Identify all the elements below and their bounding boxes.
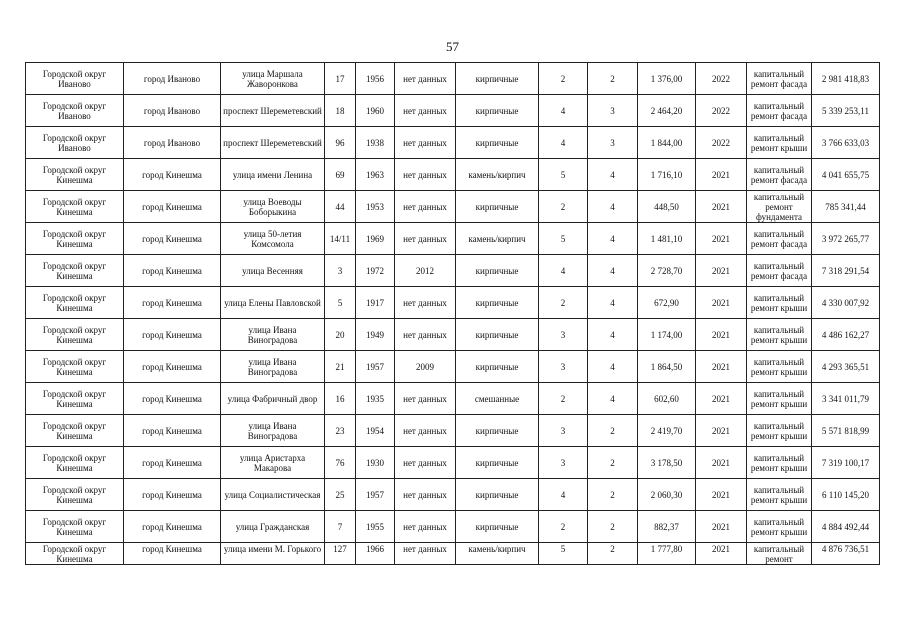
house-number-cell: 14/11 — [325, 223, 356, 255]
area-cell: 1 716,10 — [638, 159, 696, 191]
district-cell: Городской округ Кинешма — [26, 223, 124, 255]
wall-material-cell: кирпичные — [456, 95, 539, 127]
year-repair-cell: нет данных — [395, 383, 456, 415]
district-cell: Городской округ Иваново — [26, 127, 124, 159]
year-repair-cell: 2012 — [395, 255, 456, 287]
district-cell: Городской округ Кинешма — [26, 191, 124, 223]
city-cell: город Иваново — [124, 127, 221, 159]
wall-material-cell: кирпичные — [456, 255, 539, 287]
table-row — [26, 159, 880, 191]
wall-material-cell: кирпичные — [456, 447, 539, 479]
table-row — [26, 63, 880, 95]
street-cell: улица Гражданская — [221, 511, 325, 543]
house-number-cell: 16 — [325, 383, 356, 415]
entrances-cell: 2 — [588, 415, 638, 447]
year-built-cell: 1930 — [356, 447, 395, 479]
floors-cell: 3 — [539, 319, 588, 351]
floors-cell: 3 — [539, 351, 588, 383]
area-cell: 1 844,00 — [638, 127, 696, 159]
city-cell: город Кинешма — [124, 159, 221, 191]
area-cell: 2 060,30 — [638, 479, 696, 511]
cost-cell: 3 341 011,79 — [812, 383, 880, 415]
cost-cell: 3 972 265,77 — [812, 223, 880, 255]
house-number-cell: 17 — [325, 63, 356, 95]
year-built-cell: 1917 — [356, 287, 395, 319]
house-number-cell: 76 — [325, 447, 356, 479]
street-cell: проспект Шереметевский — [221, 95, 325, 127]
work-type-cell: капитальный ремонт фасада — [747, 95, 812, 127]
wall-material-cell: камень/кирпич — [456, 223, 539, 255]
work-type-cell: капитальный ремонт крыши — [747, 383, 812, 415]
district-cell: Городской округ Кинешма — [26, 511, 124, 543]
street-cell: проспект Шереметевский — [221, 127, 325, 159]
entrances-cell: 2 — [588, 543, 638, 565]
city-cell: город Кинешма — [124, 223, 221, 255]
wall-material-cell: смешанные — [456, 383, 539, 415]
house-number-cell: 21 — [325, 351, 356, 383]
floors-cell: 2 — [539, 63, 588, 95]
cost-cell: 4 486 162,27 — [812, 319, 880, 351]
year-repair-cell: нет данных — [395, 479, 456, 511]
street-cell: улица Аристарха Макарова — [221, 447, 325, 479]
table-row — [26, 255, 880, 287]
year-built-cell: 1957 — [356, 351, 395, 383]
work-type-cell: капитальный ремонт крыши — [747, 287, 812, 319]
wall-material-cell: камень/кирпич — [456, 159, 539, 191]
city-cell: город Кинешма — [124, 383, 221, 415]
year-built-cell: 1956 — [356, 63, 395, 95]
plan-year-cell: 2022 — [696, 127, 747, 159]
entrances-cell: 2 — [588, 447, 638, 479]
year-repair-cell: нет данных — [395, 95, 456, 127]
year-repair-cell: нет данных — [395, 159, 456, 191]
floors-cell: 2 — [539, 511, 588, 543]
house-number-cell: 23 — [325, 415, 356, 447]
work-type-cell: капитальный ремонт фасада — [747, 223, 812, 255]
cost-cell: 7 318 291,54 — [812, 255, 880, 287]
entrances-cell: 3 — [588, 127, 638, 159]
year-built-cell: 1953 — [356, 191, 395, 223]
entrances-cell: 4 — [588, 383, 638, 415]
area-cell: 448,50 — [638, 191, 696, 223]
plan-year-cell: 2021 — [696, 287, 747, 319]
table-row — [26, 479, 880, 511]
city-cell: город Кинешма — [124, 447, 221, 479]
work-type-cell: капитальный ремонт фасада — [747, 255, 812, 287]
district-cell: Городской округ Кинешма — [26, 543, 124, 565]
city-cell: город Иваново — [124, 63, 221, 95]
area-cell: 3 178,50 — [638, 447, 696, 479]
plan-year-cell: 2021 — [696, 255, 747, 287]
city-cell: город Кинешма — [124, 319, 221, 351]
wall-material-cell: кирпичные — [456, 319, 539, 351]
wall-material-cell: кирпичные — [456, 479, 539, 511]
entrances-cell: 4 — [588, 287, 638, 319]
house-number-cell: 69 — [325, 159, 356, 191]
floors-cell: 4 — [539, 95, 588, 127]
floors-cell: 5 — [539, 159, 588, 191]
table-row — [26, 287, 880, 319]
year-built-cell: 1949 — [356, 319, 395, 351]
year-repair-cell: нет данных — [395, 191, 456, 223]
district-cell: Городской округ Иваново — [26, 63, 124, 95]
floors-cell: 4 — [539, 127, 588, 159]
year-built-cell: 1957 — [356, 479, 395, 511]
street-cell: улица Весенняя — [221, 255, 325, 287]
year-repair-cell: нет данных — [395, 287, 456, 319]
area-cell: 1 481,10 — [638, 223, 696, 255]
street-cell: улица имени Ленина — [221, 159, 325, 191]
page-number: 57 — [446, 39, 459, 54]
district-cell: Городской округ Кинешма — [26, 351, 124, 383]
entrances-cell: 4 — [588, 255, 638, 287]
city-cell: город Кинешма — [124, 511, 221, 543]
city-cell: город Кинешма — [124, 351, 221, 383]
street-cell: улица имени М. Горького — [221, 543, 325, 565]
city-cell: город Кинешма — [124, 255, 221, 287]
street-cell: улица Ивана Виноградова — [221, 351, 325, 383]
entrances-cell: 4 — [588, 319, 638, 351]
area-cell: 2 728,70 — [638, 255, 696, 287]
plan-year-cell: 2021 — [696, 191, 747, 223]
entrances-cell: 4 — [588, 223, 638, 255]
plan-year-cell: 2021 — [696, 511, 747, 543]
district-cell: Городской округ Кинешма — [26, 159, 124, 191]
area-cell: 1 864,50 — [638, 351, 696, 383]
house-number-cell: 20 — [325, 319, 356, 351]
district-cell: Городской округ Кинешма — [26, 287, 124, 319]
work-type-cell: капитальный ремонт фасада — [747, 159, 812, 191]
plan-year-cell: 2021 — [696, 479, 747, 511]
year-built-cell: 1960 — [356, 95, 395, 127]
plan-year-cell: 2021 — [696, 159, 747, 191]
city-cell: город Кинешма — [124, 191, 221, 223]
work-type-cell: капитальный ремонт крыши — [747, 351, 812, 383]
work-type-cell: капитальный ремонт фасада — [747, 63, 812, 95]
street-cell: улица Социалистическая — [221, 479, 325, 511]
city-cell: город Кинешма — [124, 287, 221, 319]
cost-cell: 2 981 418,83 — [812, 63, 880, 95]
year-repair-cell: нет данных — [395, 223, 456, 255]
floors-cell: 3 — [539, 447, 588, 479]
table-row — [26, 543, 880, 565]
street-cell: улица Воеводы Боборыкина — [221, 191, 325, 223]
cost-cell: 4 041 655,75 — [812, 159, 880, 191]
year-repair-cell: нет данных — [395, 63, 456, 95]
wall-material-cell: кирпичные — [456, 127, 539, 159]
area-cell: 882,37 — [638, 511, 696, 543]
house-number-cell: 3 — [325, 255, 356, 287]
area-cell: 672,90 — [638, 287, 696, 319]
city-cell: город Кинешма — [124, 543, 221, 565]
district-cell: Городской округ Кинешма — [26, 447, 124, 479]
plan-year-cell: 2021 — [696, 383, 747, 415]
table-row — [26, 447, 880, 479]
district-cell: Городской округ Кинешма — [26, 319, 124, 351]
floors-cell: 4 — [539, 479, 588, 511]
table-row — [26, 223, 880, 255]
entrances-cell: 2 — [588, 63, 638, 95]
cost-cell: 7 319 100,17 — [812, 447, 880, 479]
cost-cell: 6 110 145,20 — [812, 479, 880, 511]
wall-material-cell: кирпичные — [456, 191, 539, 223]
floors-cell: 2 — [539, 287, 588, 319]
year-built-cell: 1966 — [356, 543, 395, 565]
plan-year-cell: 2021 — [696, 415, 747, 447]
plan-year-cell: 2021 — [696, 319, 747, 351]
entrances-cell: 3 — [588, 95, 638, 127]
wall-material-cell: кирпичные — [456, 511, 539, 543]
year-repair-cell: нет данных — [395, 447, 456, 479]
work-type-cell: капитальный ремонт крыши — [747, 319, 812, 351]
district-cell: Городской округ Кинешма — [26, 415, 124, 447]
district-cell: Городской округ Кинешма — [26, 255, 124, 287]
housing-repair-table — [25, 62, 880, 565]
work-type-cell: капитальный ремонт крыши — [747, 479, 812, 511]
area-cell: 602,60 — [638, 383, 696, 415]
street-cell: улица Маршала Жаворонкова — [221, 63, 325, 95]
area-cell: 1 777,80 — [638, 543, 696, 565]
floors-cell: 5 — [539, 223, 588, 255]
house-number-cell: 127 — [325, 543, 356, 565]
wall-material-cell: кирпичные — [456, 351, 539, 383]
plan-year-cell: 2021 — [696, 447, 747, 479]
cost-cell: 3 766 633,03 — [812, 127, 880, 159]
cost-cell: 4 330 007,92 — [812, 287, 880, 319]
street-cell: улица Ивана Виноградова — [221, 319, 325, 351]
year-repair-cell: нет данных — [395, 543, 456, 565]
house-number-cell: 96 — [325, 127, 356, 159]
plan-year-cell: 2021 — [696, 223, 747, 255]
year-built-cell: 1954 — [356, 415, 395, 447]
table-row — [26, 191, 880, 223]
district-cell: Городской округ Кинешма — [26, 383, 124, 415]
city-cell: город Кинешма — [124, 415, 221, 447]
year-repair-cell: нет данных — [395, 319, 456, 351]
house-number-cell: 5 — [325, 287, 356, 319]
year-built-cell: 1969 — [356, 223, 395, 255]
work-type-cell: капитальный ремонт фундамента — [747, 191, 812, 223]
floors-cell: 5 — [539, 543, 588, 565]
street-cell: улица Ивана Виноградова — [221, 415, 325, 447]
table-row — [26, 383, 880, 415]
street-cell: улица Елены Павловской — [221, 287, 325, 319]
work-type-cell: капитальный ремонт — [747, 543, 812, 565]
year-built-cell: 1963 — [356, 159, 395, 191]
entrances-cell: 2 — [588, 511, 638, 543]
year-repair-cell: 2009 — [395, 351, 456, 383]
wall-material-cell: камень/кирпич — [456, 543, 539, 565]
work-type-cell: капитальный ремонт крыши — [747, 447, 812, 479]
plan-year-cell: 2022 — [696, 63, 747, 95]
cost-cell: 5 339 253,11 — [812, 95, 880, 127]
house-number-cell: 44 — [325, 191, 356, 223]
cost-cell: 4 876 736,51 — [812, 543, 880, 565]
floors-cell: 4 — [539, 255, 588, 287]
plan-year-cell: 2021 — [696, 543, 747, 565]
entrances-cell: 4 — [588, 191, 638, 223]
table-row — [26, 511, 880, 543]
year-built-cell: 1972 — [356, 255, 395, 287]
entrances-cell: 2 — [588, 479, 638, 511]
wall-material-cell: кирпичные — [456, 415, 539, 447]
entrances-cell: 4 — [588, 351, 638, 383]
year-repair-cell: нет данных — [395, 415, 456, 447]
street-cell: улица 50-летия Комсомола — [221, 223, 325, 255]
floors-cell: 3 — [539, 415, 588, 447]
street-cell: улица Фабричный двор — [221, 383, 325, 415]
plan-year-cell: 2022 — [696, 95, 747, 127]
district-cell: Городской округ Кинешма — [26, 479, 124, 511]
district-cell: Городской округ Иваново — [26, 95, 124, 127]
plan-year-cell: 2021 — [696, 351, 747, 383]
year-repair-cell: нет данных — [395, 127, 456, 159]
table-row — [26, 351, 880, 383]
floors-cell: 2 — [539, 191, 588, 223]
house-number-cell: 7 — [325, 511, 356, 543]
year-repair-cell: нет данных — [395, 511, 456, 543]
year-built-cell: 1935 — [356, 383, 395, 415]
cost-cell: 4 293 365,51 — [812, 351, 880, 383]
cost-cell: 5 571 818,99 — [812, 415, 880, 447]
work-type-cell: капитальный ремонт крыши — [747, 415, 812, 447]
table-row — [26, 319, 880, 351]
area-cell: 2 464,20 — [638, 95, 696, 127]
cost-cell: 4 884 492,44 — [812, 511, 880, 543]
house-number-cell: 25 — [325, 479, 356, 511]
year-built-cell: 1938 — [356, 127, 395, 159]
wall-material-cell: кирпичные — [456, 63, 539, 95]
work-type-cell: капитальный ремонт крыши — [747, 127, 812, 159]
city-cell: город Кинешма — [124, 479, 221, 511]
area-cell: 1 376,00 — [638, 63, 696, 95]
year-built-cell: 1955 — [356, 511, 395, 543]
wall-material-cell: кирпичные — [456, 287, 539, 319]
table-row — [26, 415, 880, 447]
work-type-cell: капитальный ремонт крыши — [747, 511, 812, 543]
area-cell: 2 419,70 — [638, 415, 696, 447]
cost-cell: 785 341,44 — [812, 191, 880, 223]
table-row — [26, 127, 880, 159]
city-cell: город Иваново — [124, 95, 221, 127]
area-cell: 1 174,00 — [638, 319, 696, 351]
table-row — [26, 95, 880, 127]
house-number-cell: 18 — [325, 95, 356, 127]
floors-cell: 2 — [539, 383, 588, 415]
entrances-cell: 4 — [588, 159, 638, 191]
